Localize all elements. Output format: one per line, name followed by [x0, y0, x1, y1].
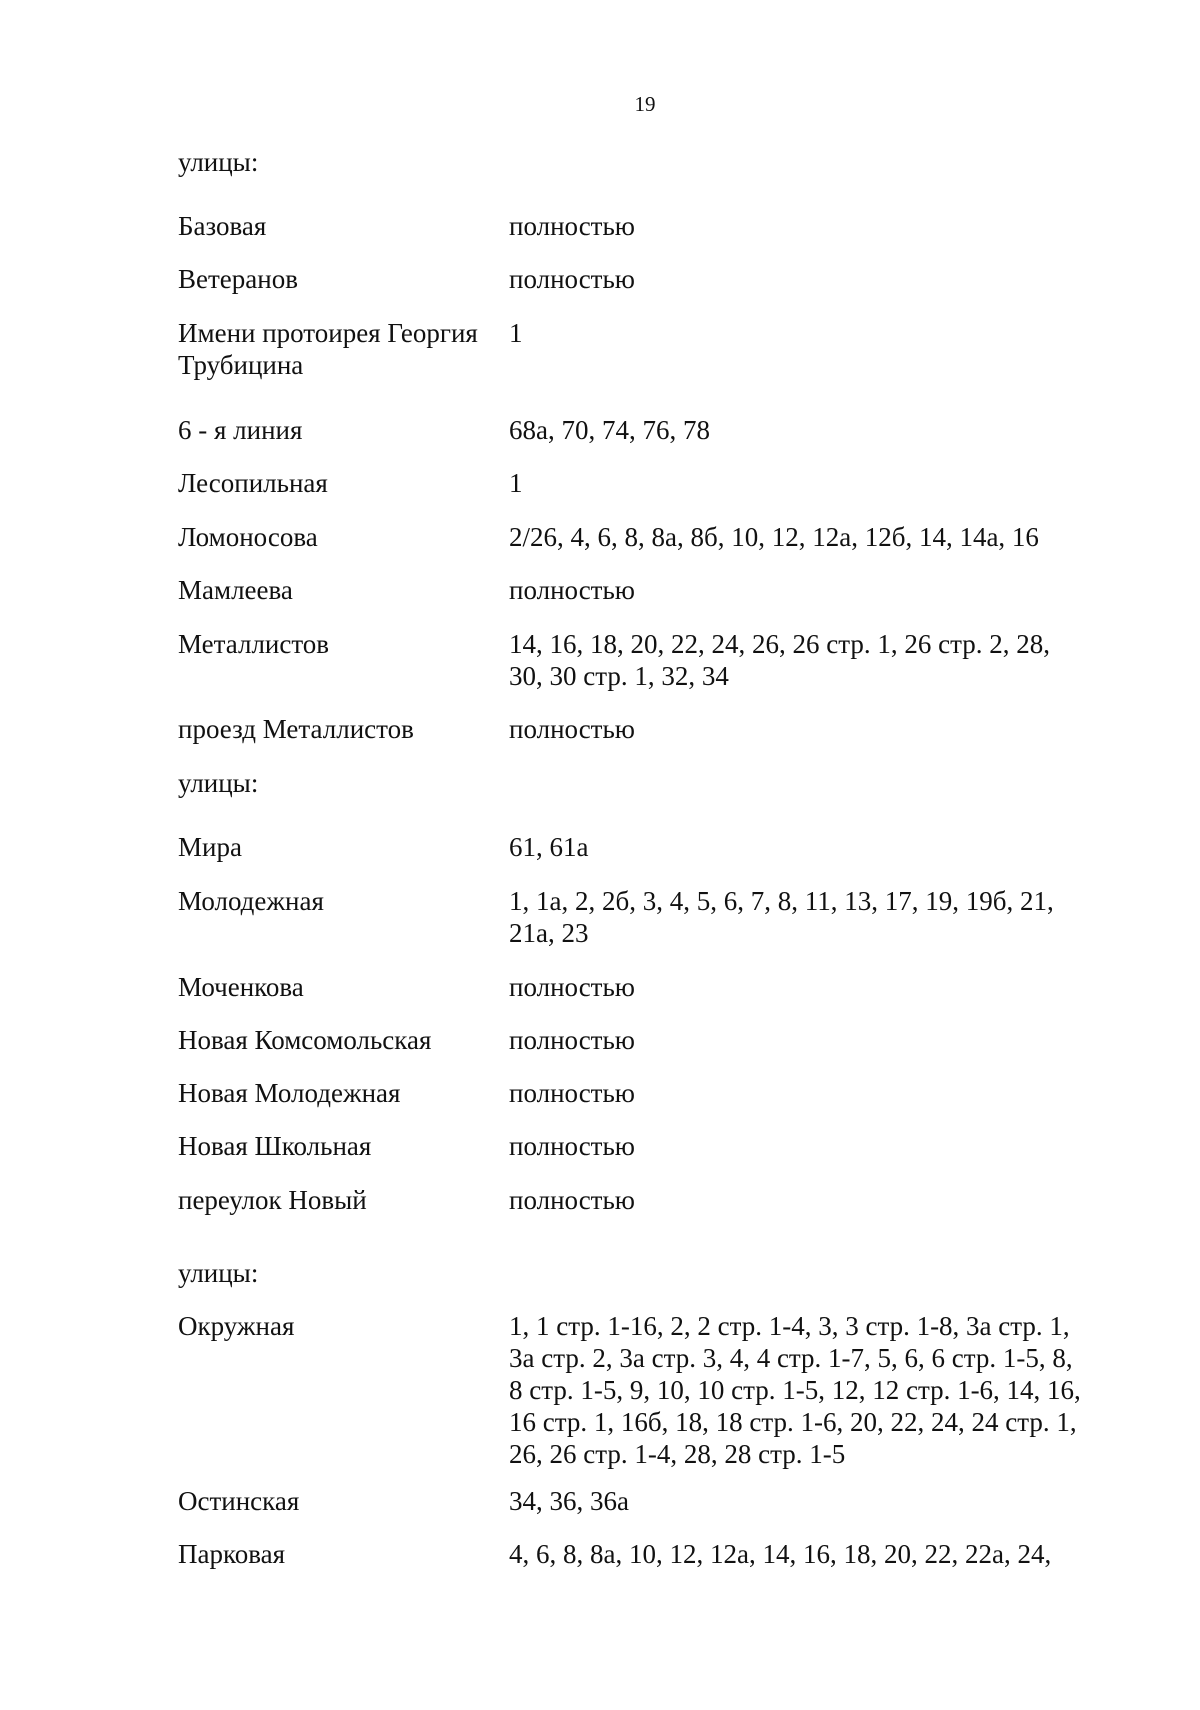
house-numbers: полностью — [509, 972, 635, 1002]
section-heading: улицы: — [178, 1258, 259, 1288]
house-numbers: полностью — [509, 1185, 635, 1215]
street-name: Ветеранов — [178, 264, 298, 294]
street-name: Мамлеева — [178, 575, 293, 605]
street-name: Новая Школьная — [178, 1131, 372, 1161]
street-name: 6 - я линия — [178, 415, 303, 445]
house-numbers: полностью — [509, 575, 635, 605]
section-heading: улицы: — [178, 147, 259, 177]
page-number: 19 — [634, 92, 656, 116]
house-numbers: 1 — [509, 468, 523, 498]
house-numbers: полностью — [509, 211, 635, 241]
house-numbers: 61, 61а — [509, 832, 589, 862]
street-name: переулок Новый — [178, 1185, 367, 1215]
street-name: Новая Молодежная — [178, 1078, 401, 1108]
house-numbers: 1 — [509, 318, 523, 348]
street-name: Ломоносова — [178, 522, 318, 552]
street-name: Остинская — [178, 1486, 300, 1516]
street-name: Новая Комсомольская — [178, 1025, 432, 1055]
house-numbers: 68а, 70, 74, 76, 78 — [509, 415, 710, 445]
house-numbers: полностью — [509, 264, 635, 294]
house-numbers: 2/26, 4, 6, 8, 8а, 8б, 10, 12, 12а, 12б, 14, 14а, 16 — [509, 522, 1039, 552]
house-numbers: 14, 16, 18, 20, 22, 24, 26, 26 стр. 1, 26 стр. 2, 28, 30, 30 стр. 1, 32, 34 — [509, 629, 1050, 691]
house-numbers: 4, 6, 8, 8а, 10, 12, 12а, 14, 16, 18, 20, 22, 22а, 24, — [509, 1539, 1052, 1569]
street-name: проезд Металлистов — [178, 714, 414, 744]
house-numbers: 34, 36, 36а — [509, 1486, 629, 1516]
street-name: Базовая — [178, 211, 267, 241]
house-numbers: полностью — [509, 1131, 635, 1161]
house-numbers: полностью — [509, 1078, 635, 1108]
house-numbers: 1, 1а, 2, 2б, 3, 4, 5, 6, 7, 8, 11, 13, 17, 19, 19б, 21, 21а, 23 — [509, 886, 1054, 948]
street-name: Окружная — [178, 1311, 295, 1341]
street-name: Парковая — [178, 1539, 286, 1569]
house-numbers: 1, 1 стр. 1-16, 2, 2 стр. 1-4, 3, 3 стр. 1-8, 3а стр. 1, 3а стр. 2, 3а стр. 3, 4, 4 стр. 1-7, 5, 6, 6 стр. 1-5, 8, 8 стр. 1-5, 9, 10, 10 стр. 1-5, 12, 12 стр. 1-6, 14, 16, 16 стр. 1, 16б, 18, 18 стр. 1-6, 20, 22, 24, 24 стр. 1, 26, 26 стр. 1-4, 28, 28 стр. 1-5 — [509, 1311, 1081, 1469]
house-numbers: полностью — [509, 714, 635, 744]
house-numbers: полностью — [509, 1025, 635, 1055]
street-name: Моченкова — [178, 972, 304, 1002]
section-heading: улицы: — [178, 768, 259, 798]
street-name: Лесопильная — [178, 468, 328, 498]
street-name: Молодежная — [178, 886, 324, 916]
street-name: Мира — [178, 832, 242, 862]
street-name: Металлистов — [178, 629, 330, 659]
street-name: Имени протоирея Георгия Трубицина — [178, 318, 478, 380]
